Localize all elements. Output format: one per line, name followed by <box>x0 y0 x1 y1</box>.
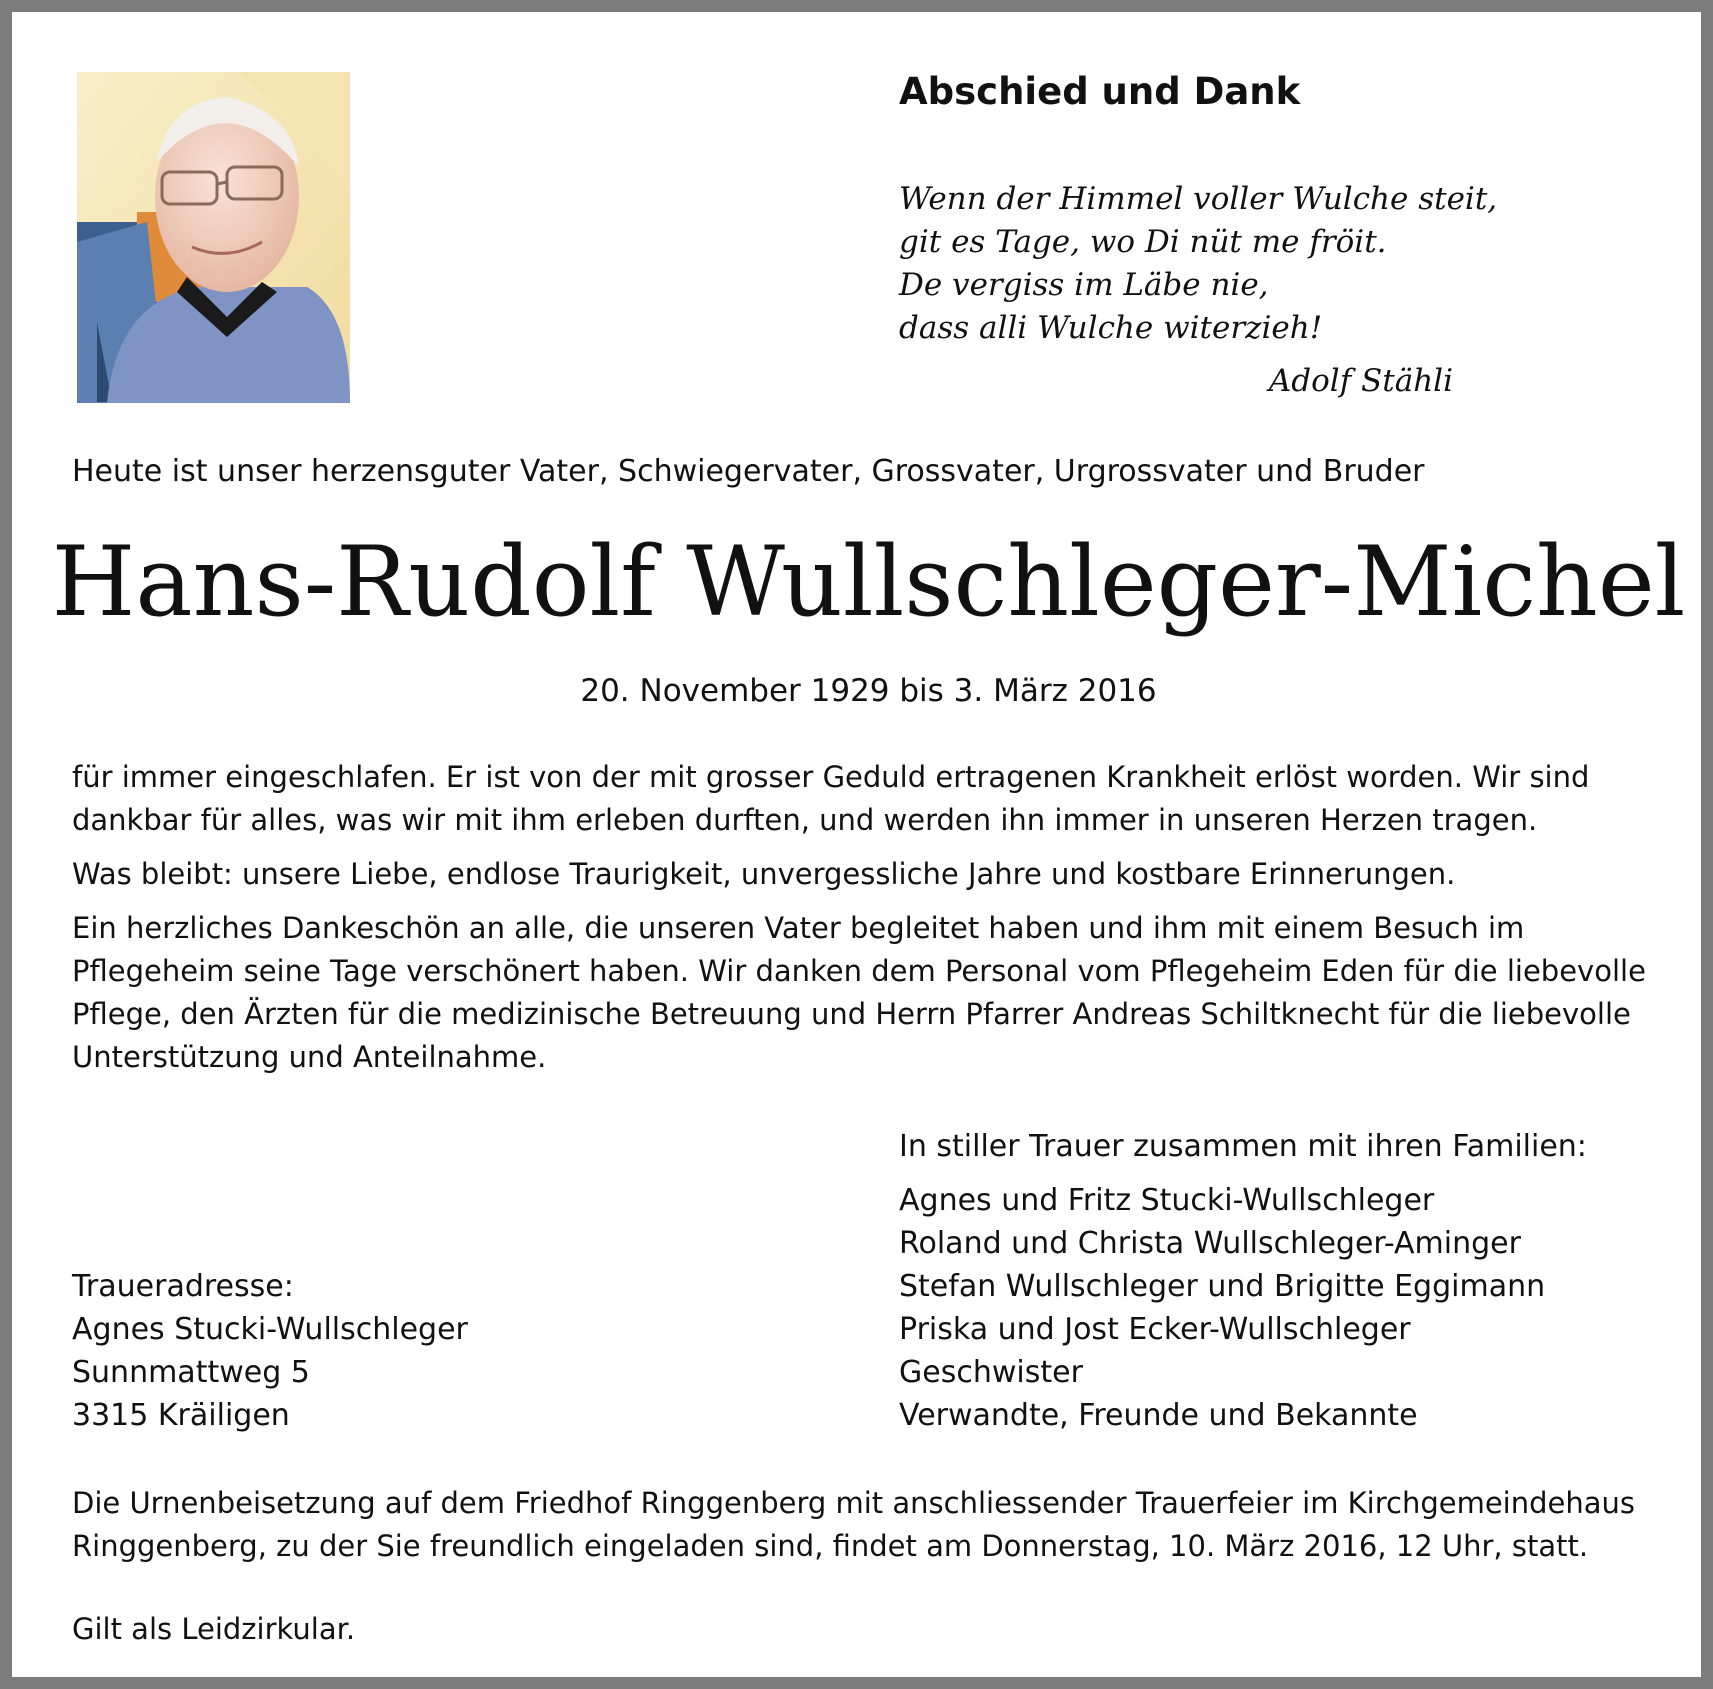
poem-line: Wenn der Himmel voller Wulche steit, <box>899 181 1498 217</box>
address-name: Agnes Stucki-Wullschleger <box>72 1312 468 1347</box>
deceased-name: Hans-Rudolf Wullschleger-Michel <box>51 526 1686 638</box>
address-label: Traueradresse: <box>72 1269 294 1304</box>
portrait-photo <box>77 72 350 403</box>
address-city: 3315 Kräiligen <box>72 1398 290 1433</box>
mourner-entry: Agnes und Fritz Stucki-Wullschleger <box>899 1183 1435 1218</box>
address-street: Sunnmattweg 5 <box>72 1355 310 1390</box>
poem <box>899 178 1498 403</box>
mourners-intro: In stiller Trauer zusammen mit ihren Familien: <box>899 1129 1587 1164</box>
body-paragraph: für immer eingeschlafen. Er ist von der mit grosser Geduld ertragenen Krankheit erlöst worden. Wir sind dankbar für alles, was wir mit ihm erleben durften, und werden ihn immer in unseren Herzen tragen. <box>72 760 1590 837</box>
circular-note: Gilt als Leidzirkular. <box>72 1612 356 1646</box>
mourner-entry: Geschwister <box>899 1355 1083 1390</box>
mourner-entry: Priska und Jost Ecker-Wullschleger <box>899 1312 1411 1347</box>
notice-body <box>72 756 1672 1090</box>
body-paragraph: Ein herzliches Dankeschön an alle, die unseren Vater begleitet haben und ihm mit einem Besuch im Pflegeheim seine Tage verschönert haben. Wir danken dem Personal vom Pflegeheim Eden für die liebevolle Pflege, den Ärzten für die medizinische Betreuung und Herrn Pfarrer Andreas Schiltknecht für die liebevolle Unterstützung und Anteilnahme. <box>72 911 1646 1074</box>
body-paragraph: Was bleibt: unsere Liebe, endlose Traurigkeit, unvergessliche Jahre und kostbare Erinnerungen. <box>72 857 1456 891</box>
poem-author: Adolf Stähli <box>1268 363 1453 399</box>
funeral-info: Die Urnenbeisetzung auf dem Friedhof Ringgenberg mit anschliessender Trauerfeier im Kirchgemeindehaus Ringgenberg, zu der Sie freundlich eingeladen sind, findet am Donnerstag, 10. März 2016, 12 Uhr, statt. <box>72 1486 1636 1563</box>
mourner-entry: Roland und Christa Wullschleger-Aminger <box>899 1226 1521 1261</box>
notice-heading: Abschied und Dank <box>899 70 1301 113</box>
mourner-entry: Stefan Wullschleger und Brigitte Eggimann <box>899 1269 1546 1304</box>
mourners-list <box>899 1125 1587 1437</box>
mourning-address <box>72 1265 468 1437</box>
poem-line: git es Tage, wo Di nüt me fröit. <box>899 224 1387 260</box>
poem-line: dass alli Wulche witerzieh! <box>899 310 1323 346</box>
mourner-entry: Verwandte, Freunde und Bekannte <box>899 1398 1418 1433</box>
poem-line: De vergiss im Läbe nie, <box>899 267 1269 303</box>
portrait-illustration <box>77 72 350 403</box>
life-dates: 20. November 1929 bis 3. März 2016 <box>580 673 1157 709</box>
intro-text: Heute ist unser herzensguter Vater, Schwiegervater, Grossvater, Urgrossvater und Bruder <box>72 454 1425 489</box>
